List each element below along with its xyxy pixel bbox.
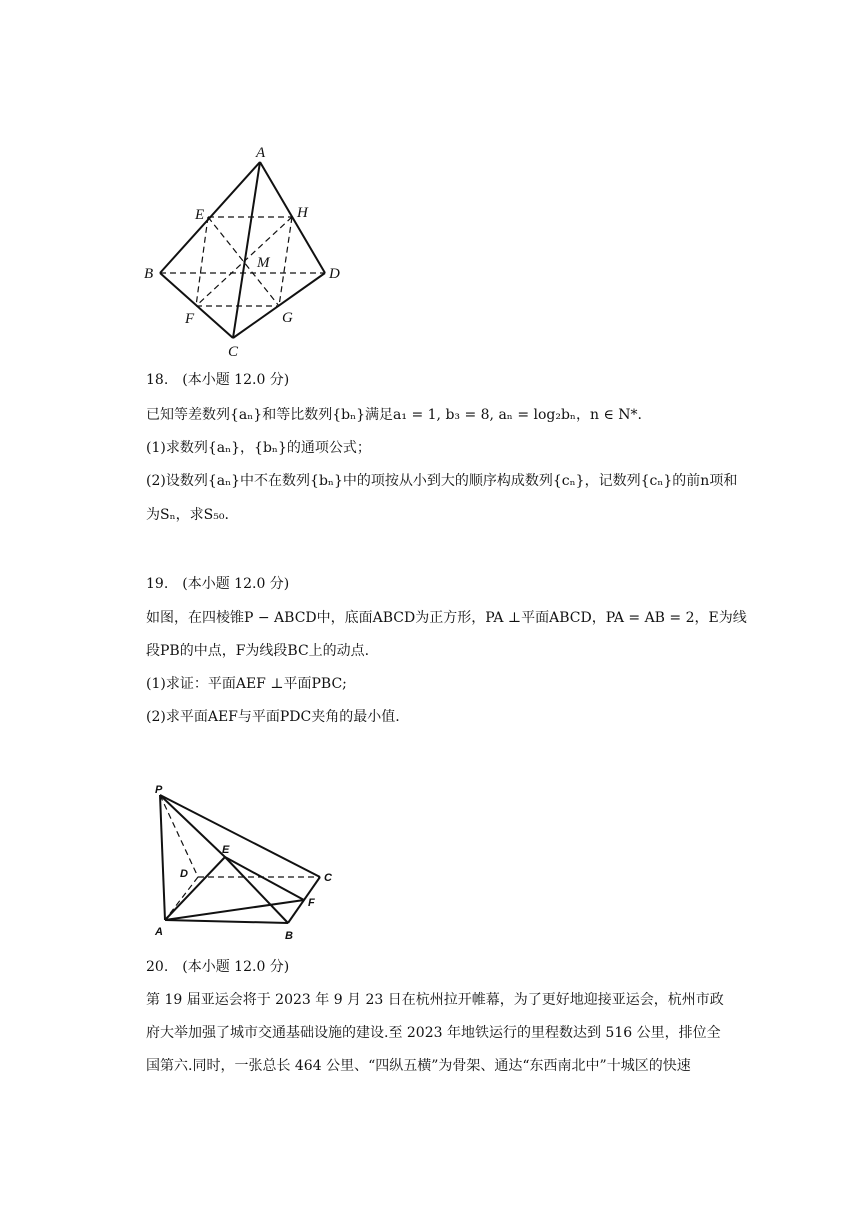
q20-line-1: 第 19 届亚运会将于 2023 年 9 月 23 日在杭州拉开帷幕，为了更好地迎接亚运会，杭州市政 [146,992,724,1008]
label-H: H [297,205,308,221]
q20-line-3: 国第六.同时，一张总长 464 公里、“四纵五横”为骨架、通达“东西南北中”十城区的快速 [146,1058,691,1074]
tetrahedron-figure [140,140,360,365]
q18-header: 18. (本小题 12.0 分) [146,372,290,388]
q20-header: 20. (本小题 12.0 分) [146,959,290,975]
q18-line-3: (2)设数列{aₙ}中不在数列{bₙ}中的项按从小到大的顺序构成数列{cₙ}，记数列{cₙ}的前n项和 [146,473,738,489]
label-E: E [195,207,205,223]
label-P: P [155,784,163,796]
q19-line-1: 如图，在四棱锥P − ABCD中，底面ABCD为正方形，PA ⊥平面ABCD，PA = AB = 2，E为线 [146,610,747,626]
label-D2: D [180,868,188,880]
pyramid-figure [140,775,345,950]
label-A: A [256,145,266,161]
label-D: D [329,266,340,282]
q18-line-2: (1)求数列{aₙ}，{bₙ}的通项公式； [146,440,371,456]
label-C2: C [324,872,332,884]
q20-line-2: 府大举加强了城市交通基础设施的建设.至 2023 年地铁运行的里程数达到 516 公里，排位全 [146,1025,721,1041]
label-G: G [282,310,293,326]
q19-line-4: (2)求平面AEF与平面PDC夹角的最小值. [146,709,400,725]
label-F: F [185,311,195,327]
label-F2: F [308,897,315,909]
label-C: C [228,344,239,360]
q18-line-1: 已知等差数列{aₙ}和等比数列{bₙ}满足a₁ = 1, b₃ = 8, aₙ = log₂bₙ，n ∈ N*. [146,407,642,423]
label-E2: E [222,844,230,856]
q18-line-4: 为Sₙ，求S₅₀. [146,507,229,523]
label-A2: A [155,926,163,938]
q19-line-2: 段PB的中点，F为线段BC上的动点. [146,643,370,659]
label-M: M [257,255,270,271]
q19-line-3: (1)求证：平面AEF ⊥平面PBC; [146,676,347,692]
label-B2: B [285,930,293,942]
q19-header: 19. (本小题 12.0 分) [146,576,290,592]
label-B: B [144,266,154,282]
